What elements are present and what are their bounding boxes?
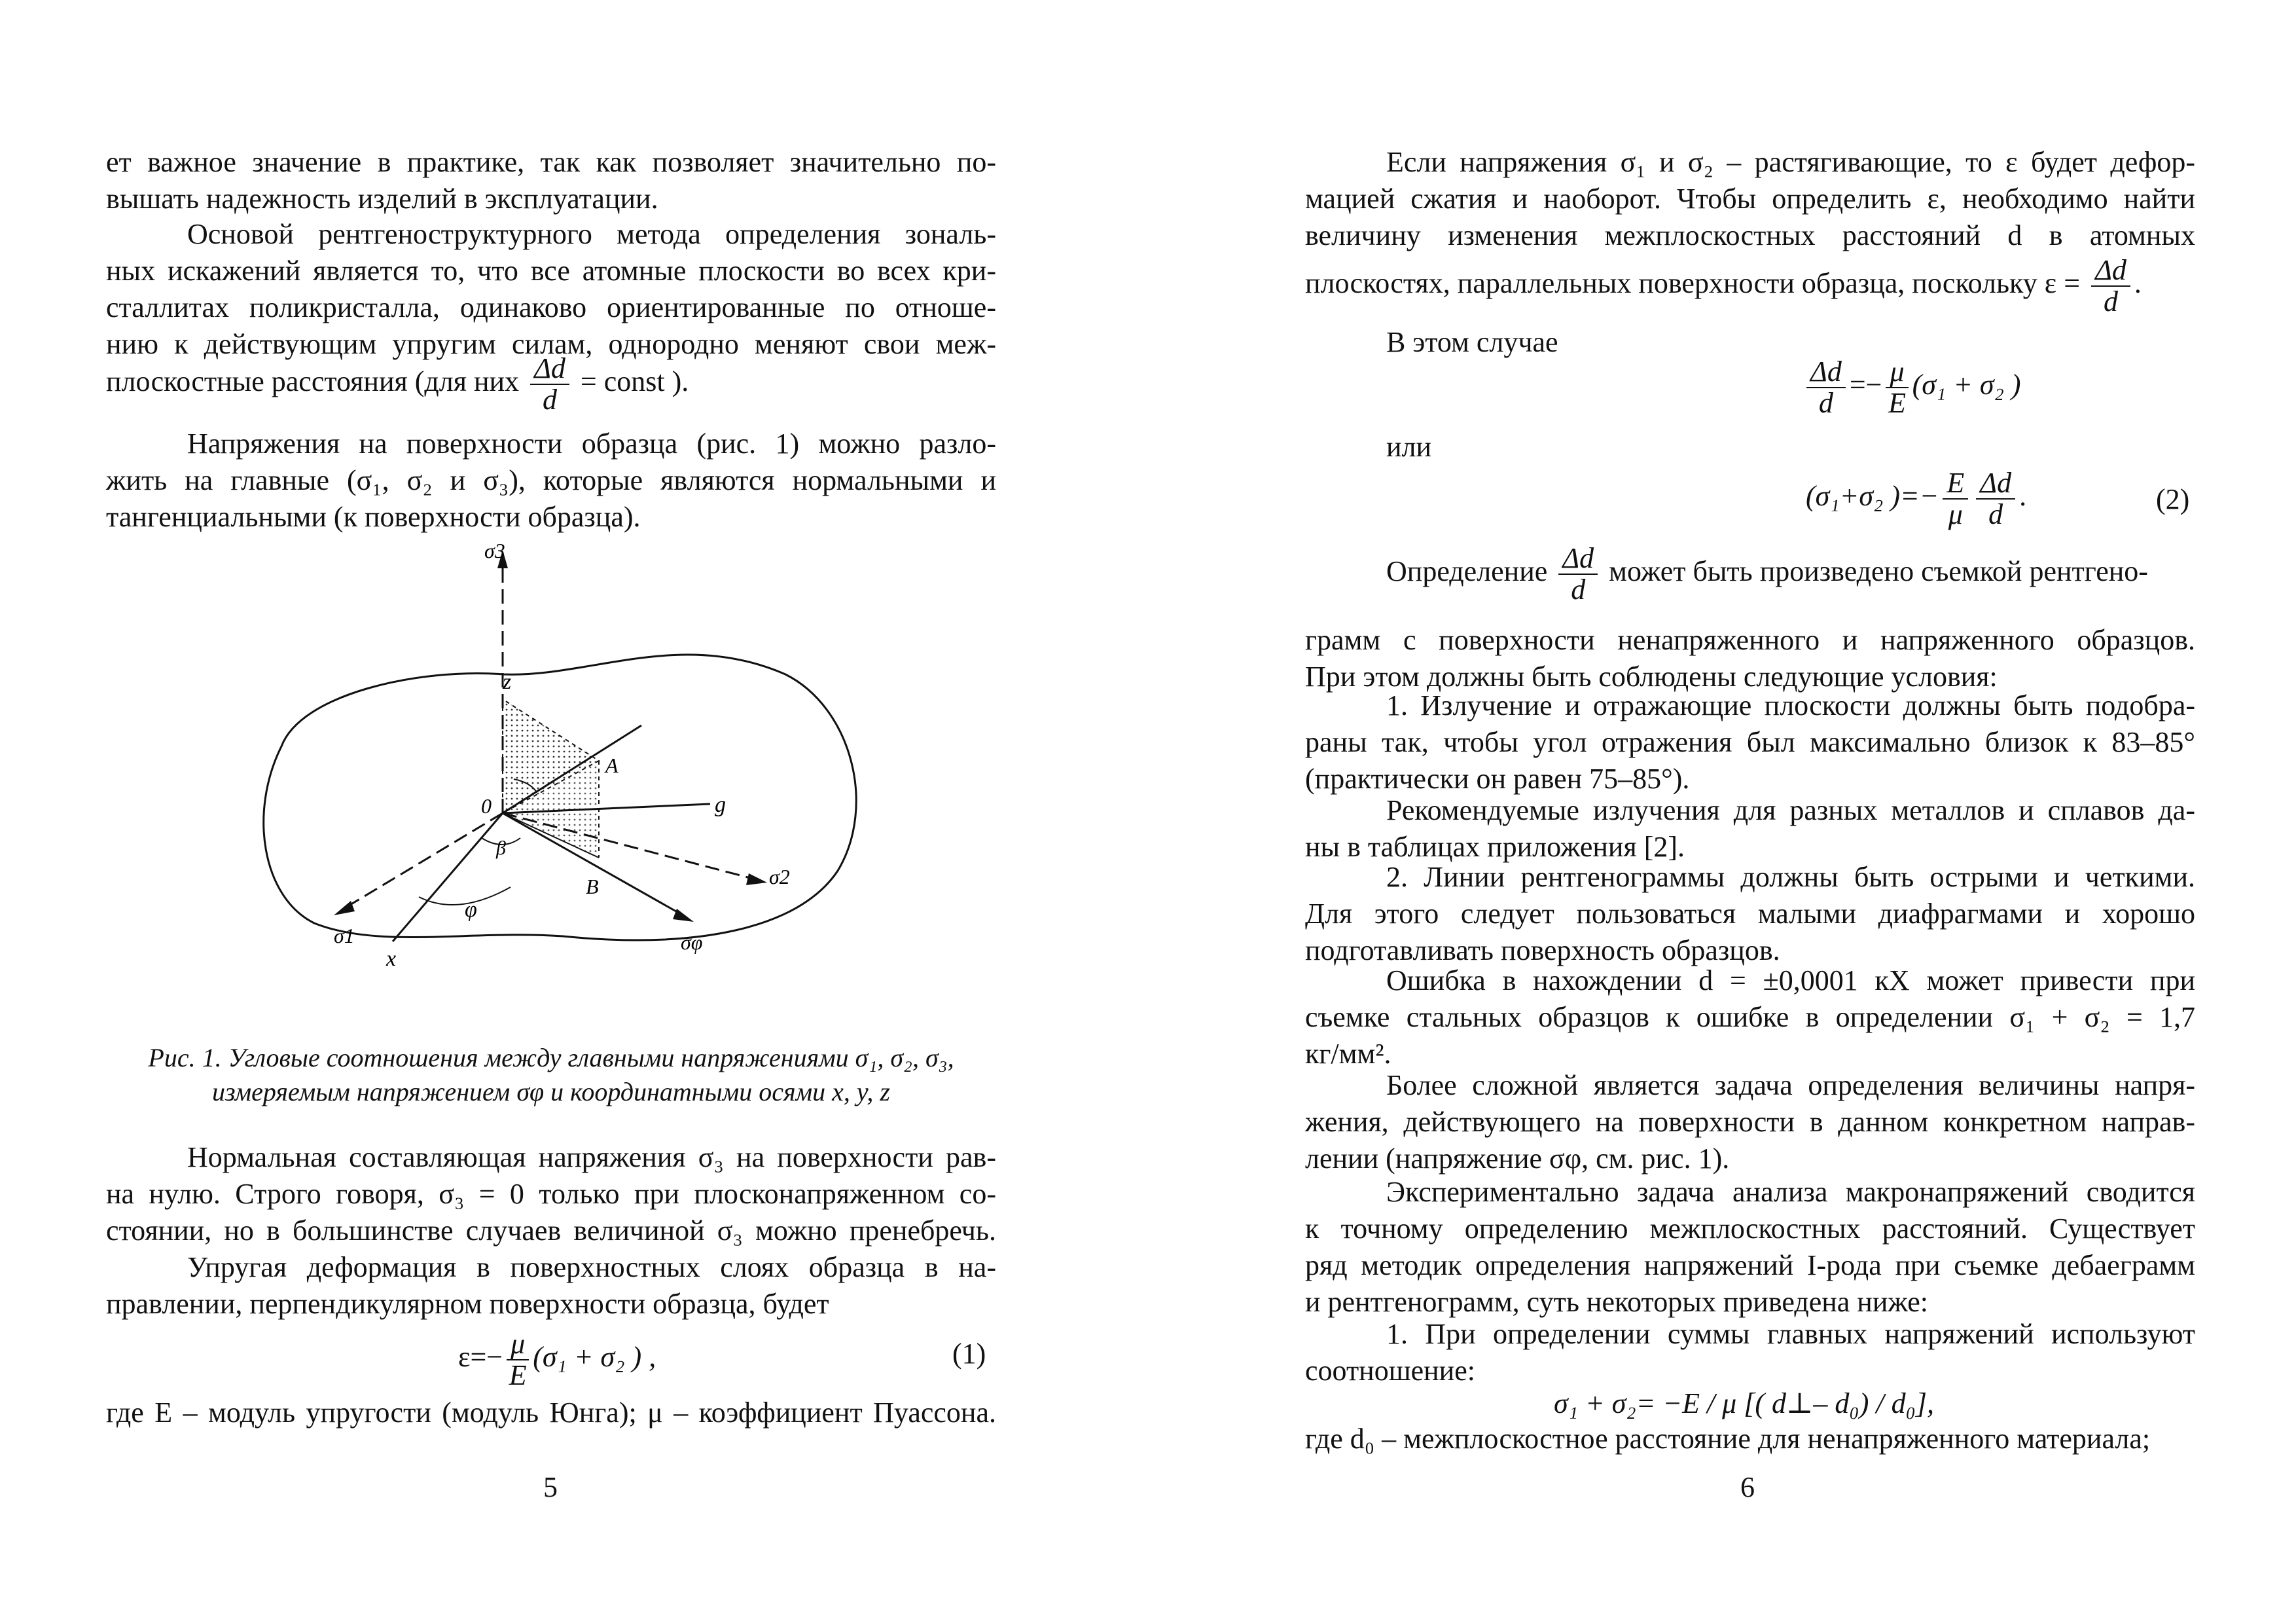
fraction-denominator: μ bbox=[1948, 498, 1963, 530]
fraction bbox=[1806, 357, 1846, 418]
text-line: раны так, чтобы угол отражения был максимально близок к 83–85° bbox=[1305, 726, 2195, 758]
text-line: 2. Линии рентгенограммы должны быть острыми и четкими. bbox=[1386, 861, 2195, 893]
label-beta: β bbox=[496, 837, 506, 859]
equation-part: (σ₁ + σ₂ ) , bbox=[533, 1341, 656, 1374]
label-sigma-phi: σφ bbox=[681, 930, 703, 954]
text-line: Основой рентгеноструктурного метода определения зональ- bbox=[187, 218, 996, 250]
fraction-numerator: μ bbox=[1886, 357, 1908, 388]
text-line: Рекомендуемые излучения для разных металлов и сплавов да- bbox=[1386, 794, 2195, 826]
equation-part: ε=− bbox=[458, 1341, 503, 1374]
text-line: 1. При определении суммы главных напряжений используют bbox=[1386, 1318, 2195, 1350]
text-line: кг/мм². bbox=[1305, 1038, 1391, 1070]
fraction bbox=[1886, 357, 1908, 418]
text-line: ряд методик определения напряжений I-рода при съемке дебаеграмм bbox=[1305, 1249, 2195, 1281]
text-line: на нулю. Строго говоря, σ₃ = 0 только при плосконапряженном со- bbox=[106, 1178, 996, 1210]
text-line: При этом должны быть соблюдены следующие условия: bbox=[1305, 661, 1998, 693]
paragraph-r10 bbox=[1305, 1316, 2195, 1389]
paragraph-5 bbox=[106, 1249, 996, 1322]
paragraph-r1 bbox=[1305, 144, 2195, 254]
text-line: где E – модуль упругости (модуль Юнга); μ – коэффициент Пуассона. bbox=[106, 1396, 996, 1429]
text-line: плоскостные расстояния (для них bbox=[106, 365, 520, 398]
text-line: где d₀ – межплоскостное расстояние для ненапряженного материала; bbox=[1305, 1423, 2151, 1455]
x-axis bbox=[393, 813, 503, 941]
text-line: плоскостях, параллельных поверхности образца, поскольку ε = bbox=[1305, 267, 2081, 300]
stress-diagram-figure bbox=[223, 530, 877, 976]
inline-formula-line-r bbox=[1305, 255, 2142, 317]
fraction bbox=[530, 354, 569, 415]
fraction bbox=[2091, 255, 2130, 317]
text-line: к точному определению межплоскостных расстояний. Существует bbox=[1305, 1213, 2195, 1245]
label-z: z bbox=[503, 670, 512, 694]
fraction-numerator: Δd bbox=[2091, 255, 2130, 287]
fraction-numerator: Δd bbox=[1976, 468, 2015, 500]
figure-caption bbox=[106, 1041, 996, 1109]
paragraph-6 bbox=[106, 1395, 996, 1431]
paragraph-r9 bbox=[1305, 1174, 2195, 1321]
text-line: соотношение: bbox=[1305, 1355, 1475, 1387]
equation-2 bbox=[1806, 468, 2026, 530]
paragraph-4 bbox=[106, 1139, 996, 1249]
text-line: = const ). bbox=[580, 365, 689, 398]
fraction-numerator: Δd bbox=[1558, 543, 1598, 575]
label-sigma3: σ3 bbox=[484, 539, 505, 562]
text-line: стоянии, но в большинстве случаев величиной σ₃ можно пренебречь. bbox=[106, 1214, 996, 1247]
equation-part: (σ₁ + σ₂ ) bbox=[1912, 369, 2021, 401]
fraction bbox=[1558, 543, 1598, 605]
text-line: правлении, перпендикулярном поверхности образца, будет bbox=[106, 1288, 829, 1320]
fraction-denominator: d bbox=[1571, 574, 1586, 606]
text-line: грамм с поверхности ненапряженного и напряженного образцов. bbox=[1305, 624, 2195, 656]
text-line: Ошибка в нахождении d = ±0,0001 кХ может привести при bbox=[1386, 964, 2195, 996]
label-sigma1: σ1 bbox=[334, 924, 355, 947]
page-number-left: 5 bbox=[543, 1471, 558, 1503]
label-a: A bbox=[605, 754, 619, 777]
equation-a bbox=[1803, 357, 2021, 418]
right-page bbox=[1148, 0, 2296, 1623]
text-line: вышать надежность изделий в эксплуатации. bbox=[106, 183, 658, 215]
text-line: В этом случае bbox=[1386, 326, 1558, 358]
fraction bbox=[507, 1329, 529, 1391]
fraction bbox=[1943, 468, 1968, 530]
label-x: x bbox=[386, 947, 397, 971]
text-line: 1. Излучение и отражающие плоскости должны быть подобра- bbox=[1386, 689, 2195, 721]
equation-part: =− bbox=[1849, 369, 1882, 401]
text-line: Более сложной является задача определения величины напря- bbox=[1386, 1069, 2195, 1101]
text-line: ет важное значение в практике, так как позволяет значительно по- bbox=[106, 146, 996, 178]
fraction-numerator: μ bbox=[507, 1329, 529, 1360]
paragraph-r11 bbox=[1305, 1421, 2195, 1457]
text-line: ных искажений является то, что все атомные плоскости во всех кри- bbox=[106, 255, 996, 287]
text-line: ны в таблицах приложения [2]. bbox=[1305, 831, 1685, 863]
fraction-numerator: E bbox=[1943, 468, 1968, 500]
equation-1-number: (1) bbox=[952, 1338, 986, 1370]
text-line: Нормальная составляющая напряжения σ₃ на поверхности рав- bbox=[187, 1141, 996, 1173]
equation-3: σ₁ + σ₂= −E / μ [( d⊥– d₀) / d₀], bbox=[1554, 1387, 1935, 1419]
fraction-denominator: E bbox=[1888, 387, 1906, 419]
text-line: может быть произведено съемкой рентгено- bbox=[1609, 555, 2148, 588]
fraction-denominator: E bbox=[509, 1359, 527, 1391]
text-line: Определение bbox=[1386, 555, 1548, 588]
paragraph-r7 bbox=[1305, 962, 2195, 1072]
text-line: съемке стальных образцов к ошибке в определении σ₁ + σ₂ = 1,7 bbox=[1305, 1001, 2195, 1033]
paragraph-r2 bbox=[1386, 324, 1558, 361]
text-line: жения, действующего на поверхности в данном конкретном направ- bbox=[1305, 1106, 2195, 1138]
equation-part: (σ₁+σ₂ )=− bbox=[1806, 480, 1939, 513]
paragraph-or bbox=[1386, 429, 1431, 465]
text-line: Упругая деформация в поверхностных слоях образца в на- bbox=[187, 1251, 996, 1283]
paragraph-r8 bbox=[1305, 1067, 2195, 1177]
text-line: Для этого следует пользоваться малыми диафрагмами и хорошо bbox=[1305, 898, 2195, 930]
text-line: (практически он равен 75–85°). bbox=[1305, 763, 1690, 795]
paragraph-1 bbox=[106, 144, 996, 217]
sigma1-axis bbox=[347, 813, 503, 907]
equation-part: . bbox=[2019, 480, 2027, 513]
fraction-numerator: Δd bbox=[530, 354, 569, 385]
label-sigma2: σ2 bbox=[769, 865, 790, 888]
label-o: 0 bbox=[481, 794, 492, 818]
fraction-denominator: d bbox=[1818, 387, 1833, 419]
label-g: g bbox=[715, 793, 726, 817]
paragraph-r6 bbox=[1305, 859, 2195, 969]
text-line: подготавливать поверхность образцов. bbox=[1305, 934, 1780, 966]
text-line: или bbox=[1386, 431, 1432, 463]
fraction bbox=[1976, 468, 2015, 530]
text-line: сталлитах поликристалла, одинаково ориентированные по отноше- bbox=[106, 291, 996, 323]
paragraph-2 bbox=[106, 216, 996, 363]
text-line: и рентгенограмм, суть некоторых приведена ниже: bbox=[1305, 1286, 1928, 1318]
text-line: тангенциальными (к поверхности образца). bbox=[106, 501, 641, 533]
fraction-denominator: d bbox=[542, 384, 557, 416]
fraction-denominator: d bbox=[1988, 498, 2003, 530]
paragraph-r3 bbox=[1305, 622, 2195, 695]
label-b: B bbox=[586, 875, 599, 898]
page-number-right: 6 bbox=[1740, 1471, 1755, 1503]
fraction-numerator: Δd bbox=[1806, 357, 1846, 388]
text-line: Если напряжения σ₁ и σ₂ – растягивающие, то ε будет дефор- bbox=[1386, 146, 2195, 178]
equation-2-number: (2) bbox=[2156, 483, 2190, 515]
paragraph-r5 bbox=[1305, 792, 2195, 866]
text-line: жить на главные (σ₁, σ₂ и σ₃), которые являются нормальными и bbox=[106, 464, 996, 496]
text-line: . bbox=[2134, 267, 2142, 300]
paragraph-r4 bbox=[1305, 687, 2195, 797]
text-line: мацией сжатия и наоборот. Чтобы определить ε, необходимо найти bbox=[1305, 183, 2195, 215]
text-line: Напряжения на поверхности образца (рис. 1) можно разло- bbox=[187, 428, 996, 460]
fraction-denominator: d bbox=[2103, 285, 2118, 318]
caption-line: измеряемым напряжением σφ и координатными осями x, y, z bbox=[211, 1077, 890, 1106]
definition-line bbox=[1386, 543, 2148, 605]
label-phi: φ bbox=[465, 898, 477, 922]
caption-line: Рис. 1. Угловые соотношения между главными напряжениями σ₁, σ₂, σ₃, bbox=[148, 1043, 954, 1072]
text-line: величину изменения межплоскостных расстояний d в атомных bbox=[1305, 219, 2195, 251]
text-line: Экспериментально задача анализа макронапряжений сводится bbox=[1386, 1176, 2195, 1208]
paragraph-3 bbox=[106, 426, 996, 536]
text-line: лении (напряжение σφ, см. рис. 1). bbox=[1305, 1142, 1730, 1175]
text-line: нию к действующим упругим силам, однородно меняют свои меж- bbox=[106, 328, 996, 360]
inline-formula-line bbox=[106, 354, 689, 415]
equation-1 bbox=[458, 1329, 656, 1391]
